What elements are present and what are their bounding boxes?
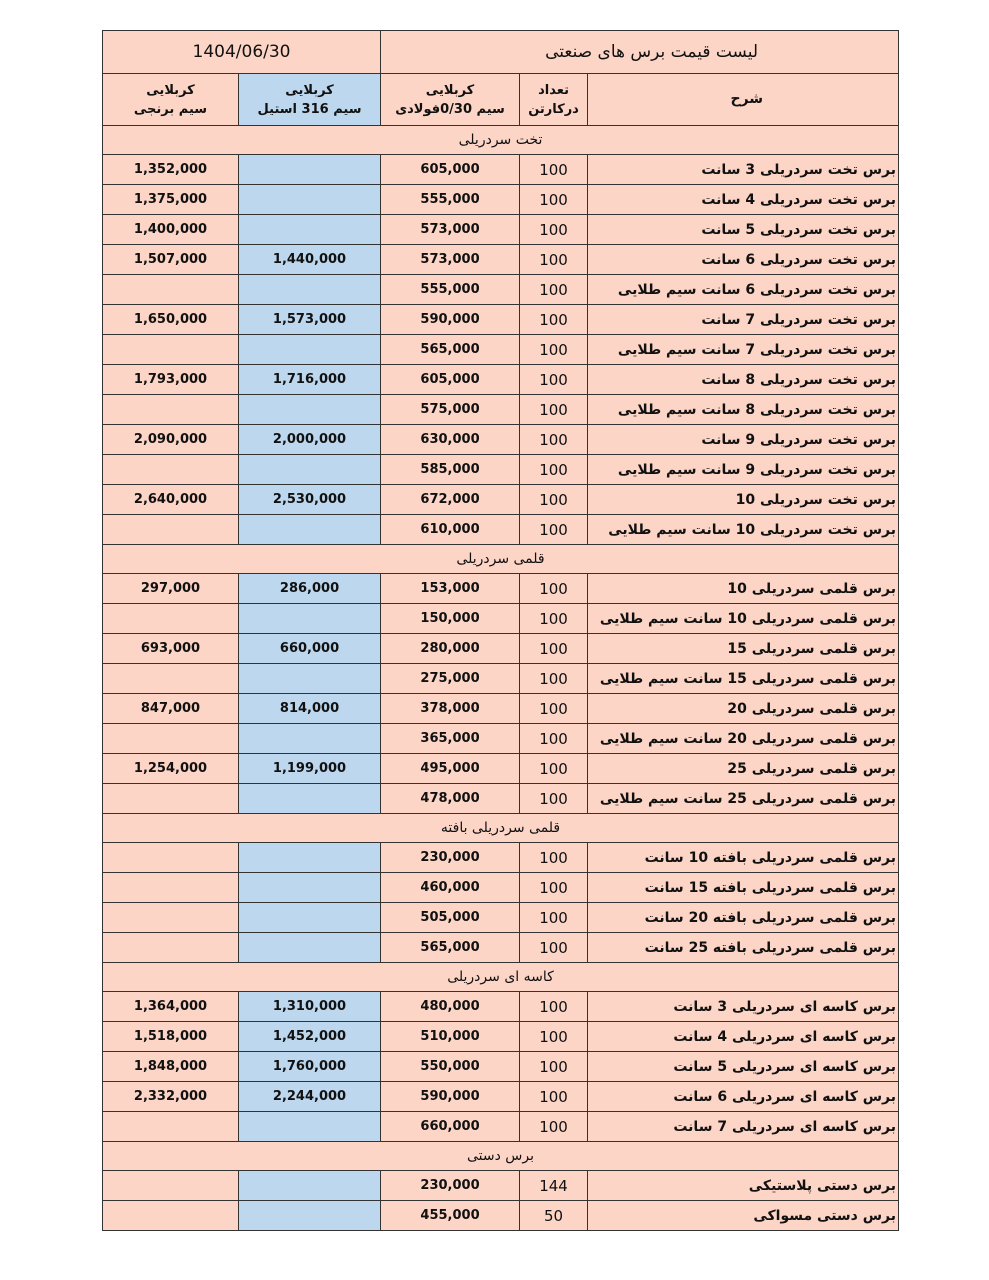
table-row: [103, 873, 899, 903]
stainless-wire-price: 1,760,000: [239, 1052, 381, 1082]
product-description: برس دستی مسواکی: [588, 1201, 899, 1231]
carton-count: 100: [520, 992, 588, 1022]
price-table: [102, 30, 899, 1231]
table-row: [103, 395, 899, 425]
carton-count: 100: [520, 455, 588, 485]
brass-wire-price: [103, 784, 239, 814]
brass-wire-price: [103, 843, 239, 873]
header-steel: [381, 74, 520, 126]
table-row: [103, 485, 899, 515]
stainless-wire-price: 2,530,000: [239, 485, 381, 515]
header-stainless: [239, 74, 381, 126]
header-count-line1: تعداد: [538, 82, 569, 98]
carton-count: 100: [520, 724, 588, 754]
carton-count: 100: [520, 754, 588, 784]
brass-wire-price: [103, 1171, 239, 1201]
stainless-wire-price: [239, 903, 381, 933]
stainless-wire-price: 814,000: [239, 694, 381, 724]
section-title: قلمی سردریلی بافته: [103, 814, 899, 843]
carton-count: 100: [520, 185, 588, 215]
header-steel-line1: کربلایی: [425, 82, 475, 98]
stainless-wire-price: [239, 1112, 381, 1142]
stainless-wire-price: 1,452,000: [239, 1022, 381, 1052]
brass-wire-price: 1,650,000: [103, 305, 239, 335]
table-row: [103, 604, 899, 634]
title-row: [103, 31, 899, 74]
product-description: برس قلمی سردریلی 20: [588, 694, 899, 724]
section-title: قلمی سردریلی: [103, 545, 899, 574]
steel-wire-price: 672,000: [381, 485, 520, 515]
product-description: برس قلمی سردریلی 25: [588, 754, 899, 784]
steel-wire-price: 555,000: [381, 275, 520, 305]
table-row: [103, 335, 899, 365]
brass-wire-price: 297,000: [103, 574, 239, 604]
product-description: برس قلمی سردریلی بافته 10 سانت: [588, 843, 899, 873]
steel-wire-price: 575,000: [381, 395, 520, 425]
steel-wire-price: 495,000: [381, 754, 520, 784]
carton-count: 100: [520, 664, 588, 694]
table-row: [103, 1052, 899, 1082]
table-row: [103, 933, 899, 963]
carton-count: 100: [520, 574, 588, 604]
header-brass-line1: کربلایی: [146, 82, 195, 98]
stainless-wire-price: [239, 843, 381, 873]
section-header-row: [103, 545, 899, 574]
table-row: [103, 245, 899, 275]
stainless-wire-price: [239, 215, 381, 245]
page-date: 1404/06/30: [103, 31, 381, 74]
product-description: برس قلمی سردریلی 15: [588, 634, 899, 664]
table-row: [103, 843, 899, 873]
table-row: [103, 305, 899, 335]
brass-wire-price: [103, 515, 239, 545]
steel-wire-price: 455,000: [381, 1201, 520, 1231]
brass-wire-price: [103, 1112, 239, 1142]
product-description: برس تخت سردریلی 8 سانت: [588, 365, 899, 395]
carton-count: 100: [520, 425, 588, 455]
section-title: تخت سردریلی: [103, 126, 899, 155]
table-row: [103, 515, 899, 545]
product-description: برس قلمی سردریلی بافته 25 سانت: [588, 933, 899, 963]
product-description: برس قلمی سردریلی 10 سانت سیم طلایی: [588, 604, 899, 634]
brass-wire-price: [103, 395, 239, 425]
brass-wire-price: [103, 455, 239, 485]
brass-wire-price: [103, 724, 239, 754]
carton-count: 100: [520, 1082, 588, 1112]
table-row: [103, 425, 899, 455]
product-description: برس قلمی سردریلی 25 سانت سیم طلایی: [588, 784, 899, 814]
steel-wire-price: 660,000: [381, 1112, 520, 1142]
steel-wire-price: 605,000: [381, 365, 520, 395]
header-count: [520, 74, 588, 126]
product-description: برس قلمی سردریلی بافته 20 سانت: [588, 903, 899, 933]
steel-wire-price: 610,000: [381, 515, 520, 545]
table-row: [103, 1171, 899, 1201]
brass-wire-price: 1,254,000: [103, 754, 239, 784]
brass-wire-price: 1,507,000: [103, 245, 239, 275]
steel-wire-price: 378,000: [381, 694, 520, 724]
stainless-wire-price: [239, 395, 381, 425]
stainless-wire-price: [239, 455, 381, 485]
stainless-wire-price: 1,199,000: [239, 754, 381, 784]
header-brass-line2: سیم برنجی: [133, 101, 208, 117]
stainless-wire-price: [239, 155, 381, 185]
steel-wire-price: 280,000: [381, 634, 520, 664]
carton-count: 50: [520, 1201, 588, 1231]
table-row: [103, 155, 899, 185]
carton-count: 100: [520, 604, 588, 634]
product-description: برس تخت سردریلی 4 سانت: [588, 185, 899, 215]
steel-wire-price: 275,000: [381, 664, 520, 694]
product-description: برس قلمی سردریلی 15 سانت سیم طلایی: [588, 664, 899, 694]
table-row: [103, 1201, 899, 1231]
brass-wire-price: 1,793,000: [103, 365, 239, 395]
table-row: [103, 1082, 899, 1112]
table-row: [103, 664, 899, 694]
stainless-wire-price: [239, 604, 381, 634]
product-description: برس کاسه ای سردریلی 7 سانت: [588, 1112, 899, 1142]
carton-count: 100: [520, 515, 588, 545]
brass-wire-price: 1,375,000: [103, 185, 239, 215]
stainless-wire-price: 1,310,000: [239, 992, 381, 1022]
brass-wire-price: 847,000: [103, 694, 239, 724]
steel-wire-price: 573,000: [381, 215, 520, 245]
brass-wire-price: [103, 604, 239, 634]
header-desc-label: شرح: [730, 91, 764, 107]
carton-count: 100: [520, 485, 588, 515]
product-description: برس دستی پلاستیکی: [588, 1171, 899, 1201]
brass-wire-price: [103, 664, 239, 694]
product-description: برس تخت سردریلی 9 سانت: [588, 425, 899, 455]
stainless-wire-price: [239, 185, 381, 215]
carton-count: 100: [520, 873, 588, 903]
brass-wire-price: 1,848,000: [103, 1052, 239, 1082]
carton-count: 100: [520, 365, 588, 395]
brass-wire-price: 693,000: [103, 634, 239, 664]
steel-wire-price: 630,000: [381, 425, 520, 455]
stainless-wire-price: 286,000: [239, 574, 381, 604]
section-title: برس دستی: [103, 1142, 899, 1171]
header-row: [103, 74, 899, 126]
stainless-wire-price: [239, 275, 381, 305]
product-description: برس تخت سردریلی 6 سانت سیم طلایی: [588, 275, 899, 305]
steel-wire-price: 510,000: [381, 1022, 520, 1052]
stainless-wire-price: [239, 1201, 381, 1231]
section-header-row: [103, 126, 899, 155]
brass-wire-price: [103, 1201, 239, 1231]
table-row: [103, 1112, 899, 1142]
product-description: برس تخت سردریلی 3 سانت: [588, 155, 899, 185]
carton-count: 100: [520, 634, 588, 664]
table-row: [103, 215, 899, 245]
stainless-wire-price: [239, 933, 381, 963]
carton-count: 100: [520, 843, 588, 873]
product-description: برس کاسه ای سردریلی 5 سانت: [588, 1052, 899, 1082]
brass-wire-price: [103, 903, 239, 933]
section-header-row: [103, 814, 899, 843]
steel-wire-price: 478,000: [381, 784, 520, 814]
steel-wire-price: 565,000: [381, 335, 520, 365]
table-row: [103, 784, 899, 814]
brass-wire-price: [103, 873, 239, 903]
brass-wire-price: 2,332,000: [103, 1082, 239, 1112]
steel-wire-price: 550,000: [381, 1052, 520, 1082]
steel-wire-price: 480,000: [381, 992, 520, 1022]
section-header-row: [103, 963, 899, 992]
stainless-wire-price: 1,716,000: [239, 365, 381, 395]
page-title: لیست قیمت برس های صنعتی: [381, 31, 899, 74]
product-description: برس کاسه ای سردریلی 6 سانت: [588, 1082, 899, 1112]
carton-count: 144: [520, 1171, 588, 1201]
stainless-wire-price: 1,573,000: [239, 305, 381, 335]
steel-wire-price: 565,000: [381, 933, 520, 963]
stainless-wire-price: [239, 1171, 381, 1201]
table-row: [103, 455, 899, 485]
steel-wire-price: 505,000: [381, 903, 520, 933]
carton-count: 100: [520, 1112, 588, 1142]
stainless-wire-price: [239, 784, 381, 814]
table-row: [103, 574, 899, 604]
table-row: [103, 694, 899, 724]
section-title: کاسه ای سردریلی: [103, 963, 899, 992]
carton-count: 100: [520, 903, 588, 933]
header-stainless-line1: کربلایی: [285, 82, 334, 98]
steel-wire-price: 460,000: [381, 873, 520, 903]
product-description: برس تخت سردریلی 7 سانت: [588, 305, 899, 335]
carton-count: 100: [520, 155, 588, 185]
stainless-wire-price: [239, 335, 381, 365]
table-row: [103, 185, 899, 215]
carton-count: 100: [520, 335, 588, 365]
carton-count: 100: [520, 215, 588, 245]
carton-count: 100: [520, 305, 588, 335]
brass-wire-price: 1,352,000: [103, 155, 239, 185]
steel-wire-price: 153,000: [381, 574, 520, 604]
product-description: برس تخت سردریلی 8 سانت سیم طلایی: [588, 395, 899, 425]
stainless-wire-price: [239, 664, 381, 694]
section-header-row: [103, 1142, 899, 1171]
carton-count: 100: [520, 694, 588, 724]
header-steel-line2: سیم 0/30فولادی: [395, 101, 505, 117]
table-row: [103, 754, 899, 784]
product-description: برس قلمی سردریلی بافته 15 سانت: [588, 873, 899, 903]
carton-count: 100: [520, 1052, 588, 1082]
product-description: برس کاسه ای سردریلی 3 سانت: [588, 992, 899, 1022]
stainless-wire-price: 2,000,000: [239, 425, 381, 455]
product-description: برس قلمی سردریلی 20 سانت سیم طلایی: [588, 724, 899, 754]
table-row: [103, 365, 899, 395]
brass-wire-price: [103, 335, 239, 365]
steel-wire-price: 585,000: [381, 455, 520, 485]
stainless-wire-price: [239, 873, 381, 903]
stainless-wire-price: [239, 724, 381, 754]
table-row: [103, 724, 899, 754]
table-row: [103, 992, 899, 1022]
steel-wire-price: 605,000: [381, 155, 520, 185]
product-description: برس کاسه ای سردریلی 4 سانت: [588, 1022, 899, 1052]
steel-wire-price: 590,000: [381, 1082, 520, 1112]
table-row: [103, 634, 899, 664]
carton-count: 100: [520, 1022, 588, 1052]
stainless-wire-price: 2,244,000: [239, 1082, 381, 1112]
product-description: برس تخت سردریلی 10: [588, 485, 899, 515]
product-description: برس تخت سردریلی 10 سانت سیم طلایی: [588, 515, 899, 545]
steel-wire-price: 365,000: [381, 724, 520, 754]
table-row: [103, 1022, 899, 1052]
brass-wire-price: 1,364,000: [103, 992, 239, 1022]
brass-wire-price: 2,090,000: [103, 425, 239, 455]
table-row: [103, 275, 899, 305]
product-description: برس قلمی سردریلی 10: [588, 574, 899, 604]
steel-wire-price: 573,000: [381, 245, 520, 275]
steel-wire-price: 230,000: [381, 1171, 520, 1201]
product-description: برس تخت سردریلی 7 سانت سیم طلایی: [588, 335, 899, 365]
carton-count: 100: [520, 933, 588, 963]
brass-wire-price: 1,518,000: [103, 1022, 239, 1052]
header-count-line2: درکارتن: [528, 101, 579, 117]
stainless-wire-price: 660,000: [239, 634, 381, 664]
brass-wire-price: [103, 933, 239, 963]
carton-count: 100: [520, 784, 588, 814]
header-desc: [588, 74, 899, 126]
product-description: برس تخت سردریلی 9 سانت سیم طلایی: [588, 455, 899, 485]
carton-count: 100: [520, 275, 588, 305]
carton-count: 100: [520, 245, 588, 275]
header-stainless-line2: سیم 316 استیل: [257, 101, 362, 117]
stainless-wire-price: 1,440,000: [239, 245, 381, 275]
stainless-wire-price: [239, 515, 381, 545]
brass-wire-price: 1,400,000: [103, 215, 239, 245]
price-list-sheet: [102, 30, 898, 1231]
header-brass: [103, 74, 239, 126]
steel-wire-price: 555,000: [381, 185, 520, 215]
brass-wire-price: [103, 275, 239, 305]
carton-count: 100: [520, 395, 588, 425]
steel-wire-price: 230,000: [381, 843, 520, 873]
steel-wire-price: 150,000: [381, 604, 520, 634]
table-row: [103, 903, 899, 933]
product-description: برس تخت سردریلی 5 سانت: [588, 215, 899, 245]
steel-wire-price: 590,000: [381, 305, 520, 335]
brass-wire-price: 2,640,000: [103, 485, 239, 515]
product-description: برس تخت سردریلی 6 سانت: [588, 245, 899, 275]
